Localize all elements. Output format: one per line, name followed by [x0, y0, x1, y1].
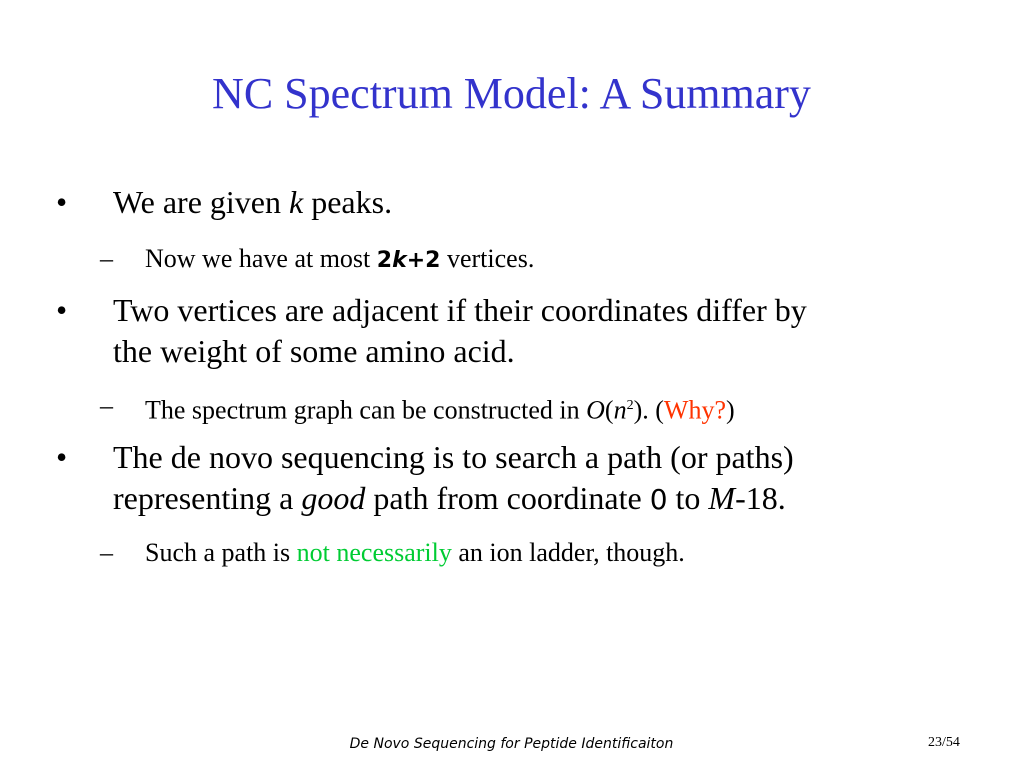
subbullet-vertices-count [0, 243, 1023, 275]
bullet-text [113, 182, 993, 223]
bullet-text-line-2: the weight of some amino acid. [113, 333, 515, 369]
bullet-given-k-peaks [0, 182, 1023, 223]
variable-k: k [289, 184, 304, 220]
text-segment: The spectrum graph can be constructed in [145, 395, 587, 425]
text-segment: Now we have at most [145, 244, 377, 273]
subbullet-marker: – [100, 538, 113, 567]
vertex-bound [377, 248, 441, 273]
subbullet-text [145, 243, 985, 277]
text-segment: 2 [376, 248, 393, 273]
bullet-text-line-1: Two vertices are adjacent if their coordinates differ by [113, 292, 807, 328]
bullet-text-line-2 [113, 478, 993, 520]
text-segment: Such a path is [145, 538, 297, 567]
text-segment: ) [726, 395, 735, 425]
coordinate-zero: 0 [649, 483, 668, 516]
exponent: 2 [626, 398, 634, 413]
bullet-text-line-1: The de novo sequencing is to search a path (or paths) [113, 439, 794, 475]
text-segment: peaks. [303, 184, 393, 220]
text-segment: vertices. [440, 244, 535, 273]
text-segment: to [667, 480, 709, 516]
bullet-marker: • [56, 184, 68, 220]
variable-n: n [613, 395, 627, 425]
text-segment: We are given [113, 184, 289, 220]
bullet-de-novo-sequencing [0, 437, 1023, 519]
slide-footer: De Novo Sequencing for Peptide Identificaiton [349, 736, 674, 752]
variable-k: k [392, 248, 407, 273]
text-segment: +2 [406, 248, 441, 273]
subbullet-marker: – [100, 244, 113, 273]
text-segment: an ion ladder, though. [451, 538, 685, 567]
emphasis-good: good [301, 480, 366, 516]
bullet-marker: • [56, 292, 68, 328]
why-question: Why? [663, 395, 726, 425]
subbullet-text [145, 390, 985, 427]
text-segment: representing a [113, 480, 302, 516]
text-segment: path from coordinate [365, 480, 650, 516]
bullet-adjacency [0, 290, 1023, 372]
big-o: O [586, 395, 605, 425]
text-segment: ( [604, 395, 614, 425]
subbullet-ion-ladder [0, 537, 1023, 569]
variable-m: M [708, 480, 736, 516]
slide-title: NC Spectrum Model: A Summary [212, 69, 811, 118]
text-segment: -18. [735, 480, 786, 516]
bullet-marker: • [56, 439, 68, 475]
text-segment: ). ( [633, 395, 664, 425]
subbullet-text [145, 537, 985, 569]
emphasis-not-necessarily: not necessarily [296, 538, 452, 567]
page-number: 23/54 [928, 735, 960, 750]
subbullet-construction-complexity [0, 390, 1023, 425]
subbullet-marker: – [100, 391, 113, 420]
